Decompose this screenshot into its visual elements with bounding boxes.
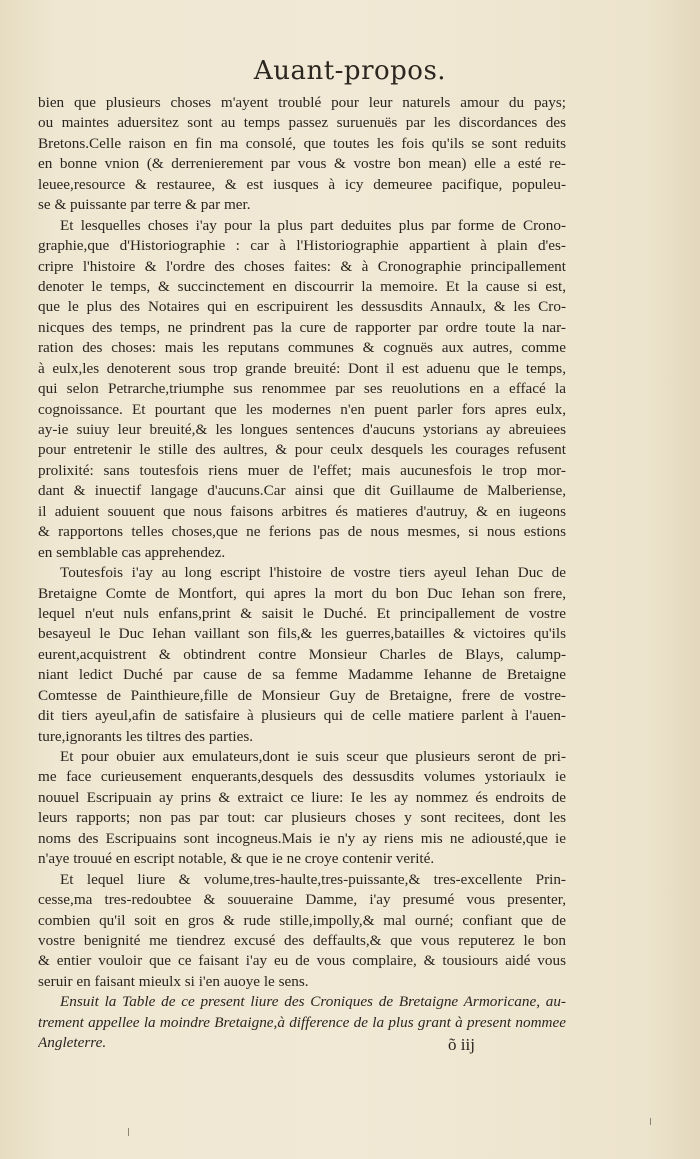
body-text [38, 93, 566, 1054]
text-line: Comtesse de Painthieure,fille de Monsieur Guy de Bretaigne, frere de vostre- [38, 686, 566, 704]
margin-mark [128, 1128, 129, 1136]
text-line: ture,ignorants les tiltres des parties. [38, 727, 254, 745]
text-line: Bretaigne Comte de Montfort, qui apres la mort du bon Duc Iehan son frere, [38, 584, 566, 602]
text-line: prolixité: sans toutesfois riens muer de l'effet; mais aucunesfois le trop mor- [38, 461, 566, 479]
text-line: à eulx,les denoterent sous trop grande breuité: Dont il est aduenu que le temps, [38, 359, 566, 377]
text-line: bien que plusieurs choses m'ayent troublé pour leur naturels amour du pays; [38, 94, 566, 111]
text-line: besayeul le Duc Iehan vaillant son fils,& les guerres,batailles & victoires qu'ils [38, 625, 566, 643]
margin-mark [650, 1118, 651, 1125]
text-line: dant & inuectif langage d'aucuns.Car ainsi que dit Guillaume de Malberiense, [38, 482, 566, 500]
text-line: lequel n'eut nuls enfans,print & saisit le Duché. Et principallement de vostre [38, 604, 566, 622]
text-line: Et pour obuier aux emulateurs,dont ie suis sceur que plusieurs seront de pri- [60, 748, 566, 765]
text-line: dit tiers ayeul,afin de satisfaire à plusieurs qui de celle matiere parlent à l'auen- [38, 707, 566, 725]
text-line: niant ledict Duché par cause de sa femme Madamme Iehanne de Bretaigne [38, 666, 566, 684]
running-header: Auant-propos. [253, 56, 447, 86]
closing-line: Ensuit la Table de ce present liure des Croniques de Bretaigne Armoricane, au- [60, 993, 566, 1011]
text-line: ou maintes aduersitez sont au temps passez suruenuës par les discordances des [38, 114, 566, 132]
closing-line: trement appellee la moindre Bretaigne,à difference de la plus grant à present nommee [38, 1013, 566, 1031]
text-line: il aduient souuent que nous faisons arbitres és matieres d'autruy, & en iugeons [38, 502, 566, 520]
text-line: leurs rapports; non pas par tout: car plusieurs choses y sont recitees, dont les [38, 809, 566, 827]
text-line: Et lesquelles choses i'ay pour la plus part deduites plus par forme de Crono- [60, 216, 566, 234]
text-line: n'aye trouué en escript notable, & que ie ne croye contenir verité. [38, 850, 435, 868]
text-line: cripre l'histoire & l'ordre des choses faites: & à Cronographie principallement [38, 257, 566, 275]
text-line: en semblable cas apprehendez. [38, 543, 226, 561]
text-line: Toutesfois i'ay au long escript l'histoire de vostre tiers ayeul Iehan Duc de [60, 564, 566, 582]
text-line: cesse,ma tres-redoubtee & souueraine Damme, i'ay presumé vous presenter, [38, 891, 566, 909]
text-line: Et lequel liure & volume,tres-haulte,tres-puissante,& tres-excellente Prin- [60, 870, 566, 888]
text-line: cognoissance. Et pourtant que les modernes n'en puent parler fors apres eulx, [38, 400, 566, 418]
text-line: pour entretenir le stille des aultres, & pour ceulx desquels les courages refusent [38, 441, 566, 459]
text-line: noms des Escripuains sont incogneus.Mais ie n'y ay riens mis ne adiousté,que ie [38, 829, 566, 847]
text-line: Bretons.Celle raison en fin ma consolé, que toutes les fois qu'ils se sont reduits [38, 134, 566, 152]
text-line: nouuel Escripuain ay prins & extraict ce liure: Ie les ay nommez és endroits de [38, 788, 566, 806]
text-line: eurent,acquistrent & obtindrent contre Monsieur Charles de Blays, calump- [38, 645, 566, 663]
closing-line: Angleterre. [38, 1034, 107, 1052]
text-line: en bonne vnion (& derrenierement par vous & vostre bon mean) elle a esté re- [38, 155, 566, 173]
text-line: me face curieusement enquerants,desquels des dessusdits volumes ystoriaulx ie [38, 768, 566, 786]
text-line: qui selon Petrarche,triumphe sus renommee par ses reuolutions en a effacé la [38, 380, 566, 398]
text-line: & rapportons telles choses,que ne ferions pas de nous mesmes, si nous estions [38, 523, 566, 541]
text-line: seruir en faisant mieulx si i'en auoye le sens. [38, 972, 309, 990]
text-line: denoter le temps, & succinctement en discourrir la memoire. Et la cause si est, [38, 277, 566, 295]
text-line: combien qu'il soit en gros & rude stille,impolly,& mal ourné; confiant que de [38, 911, 566, 929]
text-line: vostre benignité me tiendrez excusé des deffaults,& que vous reputerez le bon [38, 931, 566, 949]
text-line: graphie,que d'Historiographie : car à l'Historiographie appartient à plain d'es- [38, 237, 566, 255]
text-line: se & puissante par terre & par mer. [38, 196, 251, 214]
text-line: & entier vouloir que ce faisant i'ay eu de vous complaire, & tousiours aidé vous [38, 952, 566, 970]
text-line: ay-ie suiuy leur breuité,& les longues sentences d'aucuns ystorians ay abreuiees [38, 421, 566, 438]
text-line: ration des choses: mais les reputans communes & cognuës aux autres, comme [38, 339, 566, 357]
folio-signature: õ iij [448, 1035, 475, 1054]
text-line: nicques des temps, ne prindrent pas la cure de rapporter par ordre toute la nar- [38, 318, 566, 336]
text-line: que le plus des Notaires qui en escripuirent les dessusdits Annaulx, & les Cro- [38, 298, 566, 316]
text-line: leuee,resource & restauree, & est iusques à icy demeuree pacifique, populeu- [38, 175, 566, 193]
